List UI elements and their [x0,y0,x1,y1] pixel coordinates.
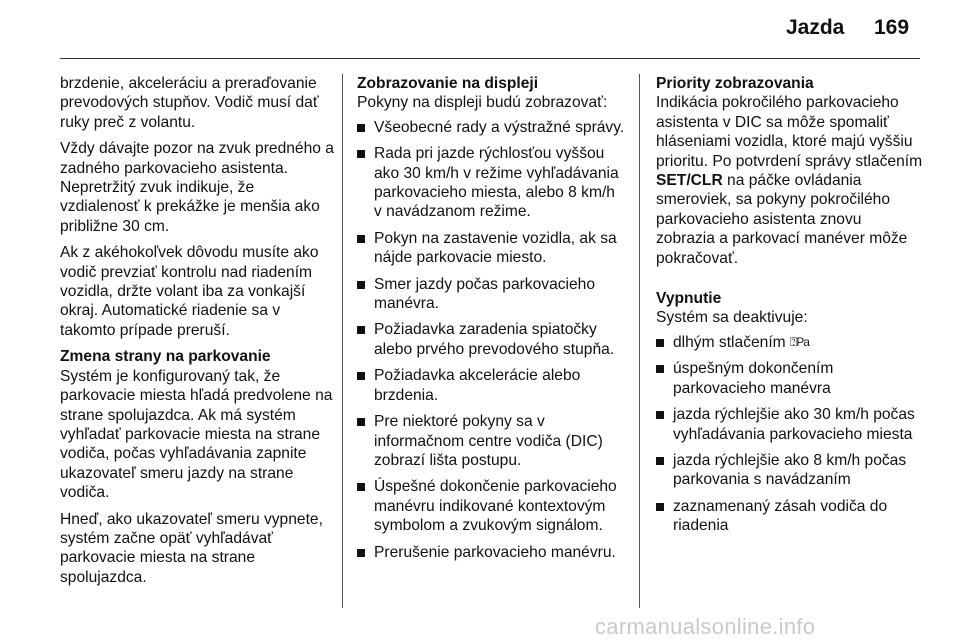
chapter-title: Jazda [786,16,845,39]
column-2 [357,74,627,569]
display-bullet-list [357,118,627,562]
set-clr-button-label: SET/CLR [656,172,723,190]
spacer [656,275,924,289]
square-bullet-icon [656,411,664,419]
paragraph: Systém je konfigurovaný tak, že parkovacie miesta hľadá predvolene na strane spolujazdca. Ak má systém vyhľadať parkovacie miesta na strane vodiča, počas vyhľadávania zapnite ukazovateľ smeru jazdy na strane vodiča. [60,367,333,502]
list-item: zaznamenaný zásah vodiča do riadenia [656,497,924,536]
column-divider [639,74,640,608]
paragraph: Indikácia pokročilého parkovacieho asistenta v DIC sa môže spomaliť hláseniami vozidla, ktoré majú vyššiu prioritu. Po potvrdení správy stlačením SET/CLR na páčke ovládania smeroviek, sa pokyny pokročilého parkovacieho asistenta znovu zobrazia a parkovací manéver môže pokračovať. [656,94,923,267]
square-bullet-icon [357,326,365,334]
paragraph: brzdenie, akceleráciu a preraďovanie prevodových stupňov. Vodič musí dať ruky preč z volantu. [60,75,319,131]
list-item: Rada pri jazde rýchlosťou vyššou ako 30 km/h v režime vyhľadávania parkovacieho miesta, alebo 8 km/h v navádzanom režime. [357,144,627,222]
square-bullet-icon [357,372,365,380]
section-heading-priority: Priority zobrazovania [656,75,814,92]
list-item: úspešným dokončením parkovacieho manévra [656,359,924,398]
list-item: dlhým stlačením ⍰Pa [656,333,924,352]
list-item: Pre niektoré pokyny sa v informačnom centre vodiča (DIC) zobrazí lišta postupu. [357,412,627,470]
column-3 [656,74,924,543]
off-bullet-list [656,333,924,536]
list-item: Prerušenie parkovacieho manévru. [357,543,627,562]
list-item: jazda rýchlejšie ako 8 km/h počas parkovania s navádzaním [656,451,924,490]
square-bullet-icon [357,150,365,158]
paragraph: Vždy dávajte pozor na zvuk predného a zadného parkovacieho asistenta. Nepretržitý zvuk indikuje, že vzdialenosť k prekážke je menšia ako približne 30 cm. [60,140,334,235]
list-item: Smer jazdy počas parkovacieho manévra. [357,275,627,314]
square-bullet-icon [357,235,365,243]
page-number: 169 [874,16,910,39]
square-bullet-icon [656,503,664,511]
square-bullet-icon [656,457,664,465]
square-bullet-icon [357,124,365,132]
list-item: Úspešné dokončenie parkovacieho manévru indikované kontextovým symbolom a zvukovým signálom. [357,477,627,535]
watermark: carmanualsonline.info [595,614,816,639]
list-item: Požiadavka akcelerácie alebo brzdenia. [357,366,627,405]
section-heading-display: Zobrazovanie na displeji [357,75,539,92]
page-header [0,14,960,58]
square-bullet-icon [357,281,365,289]
section-intro: Systém sa deaktivuje: [656,309,808,327]
square-bullet-icon [357,418,365,426]
paragraph: Ak z akéhokoľvek dôvodu musíte ako vodič prevziať kontrolu nad riadením vozidla, držte volant iba za vonkajší okraj. Automatické riadenie sa v takomto prípade preruší. [60,244,319,339]
section-intro: Pokyny na displeji budú zobrazovať: [357,94,608,112]
section-heading-side-change: Zmena strany na parkovanie [60,348,271,366]
list-item: Pokyn na zastavenie vozidla, ak sa nájde parkovacie miesto. [357,229,627,268]
square-bullet-icon [357,549,365,557]
column-1 [60,74,336,594]
header-divider [60,58,920,59]
list-item: Požiadavka zaradenia spiatočky alebo prvého prevodového stupňa. [357,320,627,359]
section-heading-off: Vypnutie [656,290,722,308]
list-item: Všeobecné rady a výstražné správy. [357,118,627,137]
square-bullet-icon [656,339,664,347]
parking-assist-icon: ⍰Pa [790,334,809,349]
paragraph: Hneď, ako ukazovateľ smeru vypnete, systém začne opäť vyhľadávať parkovacie miesta na strane spolujazdca. [60,510,323,586]
square-bullet-icon [656,365,664,373]
list-item: jazda rýchlejšie ako 30 km/h počas vyhľadávania parkovacieho miesta [656,405,924,444]
square-bullet-icon [357,483,365,491]
column-divider [342,74,343,608]
